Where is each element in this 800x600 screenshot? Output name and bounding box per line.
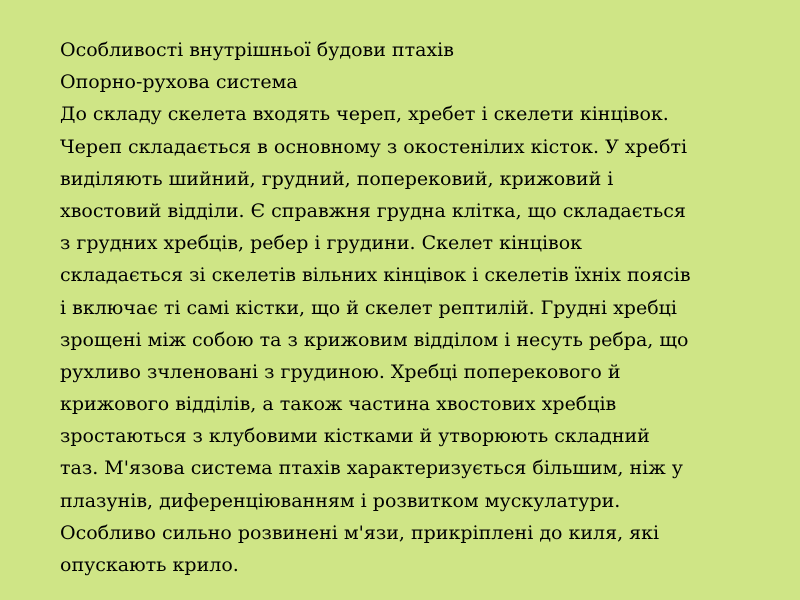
- body-text-line: таз. М'язова система птахів характеризується більшим, ніж у: [60, 457, 683, 480]
- body-text-line: хвостовий відділи. Є справжня грудна клітка, що складається: [60, 199, 686, 222]
- slide-text-block: [60, 34, 772, 581]
- body-text-line: плазунів, диференціюванням і розвитком мускулатури.: [60, 489, 621, 512]
- body-text-line: Особливо сильно розвинені м'язи, прикріплені до киля, які: [60, 521, 660, 544]
- body-text-line: зростаються з клубовими кістками й утворюють складний: [60, 425, 650, 448]
- body-text-line: опускають крило.: [60, 554, 239, 576]
- slide-subtitle: Опорно-рухова система: [60, 71, 298, 94]
- slide-title: Особливості внутрішньої будови птахів: [60, 39, 454, 61]
- body-text-line: складається зі скелетів вільних кінцівок і скелетів їхніх поясів: [60, 264, 691, 287]
- body-text-line: зрощені між собою та з крижовим відділом і несуть ребра, що: [60, 328, 689, 351]
- body-text-line: Череп складається в основному з окостенілих кісток. У хребті: [60, 135, 688, 158]
- body-text-line: виділяють шийний, грудний, поперековий, крижовий і: [60, 167, 614, 190]
- body-text-line: До складу скелета входять череп, хребет і скелети кінцівок.: [60, 103, 669, 126]
- body-text-line: рухливо зчленовані з грудиною. Хребці поперекового й: [60, 360, 621, 383]
- body-text-line: з грудних хребців, ребер і грудини. Скелет кінцівок: [60, 232, 583, 255]
- body-text-line: і включає ті самі кістки, що й скелет рептилій. Грудні хребці: [60, 296, 677, 319]
- body-text-line: крижового відділів, а також частина хвостових хребців: [60, 393, 617, 416]
